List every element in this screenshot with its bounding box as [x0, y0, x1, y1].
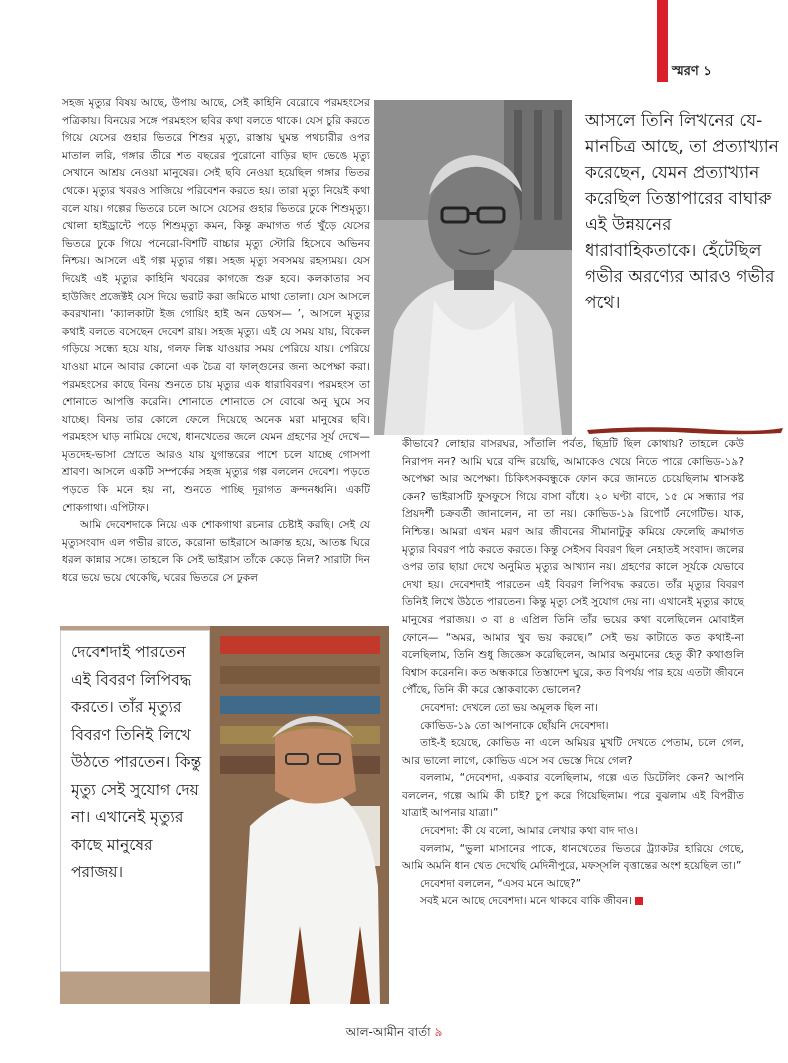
- closing-line: সবই মনে আছে দেবেশদা। মনে থাকবে বাকি জীবন।: [420, 895, 633, 908]
- dialogue-line: দেবেশদা: কী যে বলো, আমার লেখার কথা বাদ দাও।: [420, 825, 639, 838]
- dialogue-line: বললাম, “দেবেশদা, একবার বলেছিলাম, গল্পে এত ডিটেলিং কেন? আপনি বললেন, গল্পে আমি কী চাই? চুপ করে গিয়েছিলাম। পরে বুঝলাম এই বিপরীত যাত্রাই আপনার যাত্রা।”: [402, 772, 744, 820]
- dialogue-line: দেবেশদা বললেন, “এসব মনে আছে?”: [420, 877, 582, 890]
- section-accent-bar: [657, 0, 668, 82]
- page-footer: [0, 1024, 788, 1044]
- pull-quote-bottom: দেবেশদাই পারতেন এই বিবরণ লিপিবদ্ধ করতে। তাঁর মৃত্যুর বিবরণ তিনিই লিখে উঠতে পারতেন। কিন্তু মৃত্যু সেই সুযোগ দেয় না। এখানেই মৃত্যুর কাছে মানুষের পরাজয়।: [60, 630, 210, 972]
- dialogue-line: বললাম, “ভুলা মাসানের পাকে, ধানখেতের ভিতরে ট্র্যাকটর হারিয়ে গেছে, আমি অমনি ধান খেত দেখেছি মেদিনীপুরে, মফস্সলি বৃত্তান্তের অংশ হয়েছিল তা।”: [402, 842, 744, 873]
- section-label: স্মরণ ১: [672, 64, 712, 79]
- brush-stroke-divider: [585, 420, 785, 430]
- publication-name: আল-আমীন বার্তা: [345, 1025, 431, 1039]
- article-left-column: [62, 95, 370, 588]
- page-number: ৯: [434, 1025, 443, 1039]
- dialogue-line: কোভিড-১৯ তো আপনাকে ছোঁয়নি দেবেশদা।: [420, 719, 609, 732]
- paragraph: সহজ মৃত্যুর বিষয় আছে, উপায় আছে, সেই কাহিনি বেরোবে পরমহংসের পত্রিকায়। বিনয়ের সঙ্গে পরমহংস ছবির কথা বলতে থাকে। যেস চুরি করতে গিয়ে যেসের গুহার ভিতরে শিশুর মৃত্যু, রাস্তায় ঘুমন্ত পথচারীর ওপর মাতাল লরি, গঙ্গার তীরে শত বছরের পুরোনো বাড়ির ছাদ ভেঙে মৃত্যু সেখানে আশ্রয় নেওয়া মানুষের। সেই ছবি নেওয়া হয়েছিল গঙ্গার ভিতর থেকে। মৃত্যুর খবরও সাজিয়ে পরিবেশন করতে হয়। তারা মৃত্যু নিয়েই কথা বলে যায়। গল্পের ভিতরে চলে আসে যেসের গুহার ভিতরে ঢুকে শিশুমৃত্যু। খোলা হাইড্রান্টে পড়ে শিশুমৃত্যু কমন, কিন্তু ক্রমাগত গর্ত খুঁড়ে যেসের ভিতরে ঢুকে গিয়ে পনেরো-বিশটি বাচ্চার মৃত্যু স্টোরি হিসেবে অভিনব নিশ্চয়। আসলে এই গল্প মৃত্যুর গল্প। সহজ মৃত্যু সবসময় রহস্যময়। যেস দিয়েই এই মৃত্যুর কাহিনি খবরের কাগজে শুরু হবে। কলকাতার সব হাউজিং প্রজেক্টই যেস দিয়ে ভরাট করা জমিতে মাথা তোলা। যেস আসলে কবরখানা। ‘ক্যালকাটা ইজ গোয়িং হাই অন ডেথস— ’, আসলে মৃত্যুর কথাই বলতে বসেছেন দেবেশ রায়। সহজ মৃত্যু। এই যে সময় যায়, বিকেল গড়িয়ে সন্ধ্যে হয়ে যায়, গলফ লিঙ্ক যাওয়ার সময় পেরিয়ে যায়। পেরিয়ে যাওয়া মানে আবার কোনো এক চৈত্র বা ফাল্গুনের জন্য অপেক্ষা করা। পরমহংসের কাছে বিনয় শুনতে চায় মৃত্যুর এক ধারাবিবরণ। পরমহংস তা শোনাতে আপত্তি করেনি। শোনাতে শোনাতে সে বোঝে অনু ঘুমে সব যাচ্ছে। বিনয় তার কোলে ফেলে দিয়েছে অনেক মরা মানুষের ছবি। পরমহংস ঘাড় নামিয়ে দেখে, ধানখেতের জলে যেমন গ্রহণের সূর্য দেখে— মৃতদেহ-ভাসা স্রোতে আরও যায় যুগান্তরের পাশে চলে যাচ্ছে গোসপা শ্রাবণ। আসলে একটি সম্পর্কের সহজ মৃত্যুর গল্প বললেন দেবেশ। পড়তে পড়তে কি মনে হয় না, শুনতে পাচ্ছি দূরাগত ক্রন্দনধ্বনি। একটি শোকগাথা। এপিটাফ।: [62, 97, 370, 514]
- end-mark-icon: [635, 897, 643, 905]
- paragraph: কীভাবে? লোহার বাসরঘর, সাঁতালি পর্বত, ছিদ্রটি ছিল কোথায়? তাহলে কেউ নিরাপদ নন? আমি ঘরে বন্দি রয়েছি, আমাকেও খেয়ে নিতে পারে কোভিড-১৯? অপেক্ষা আর অপেক্ষা। চিকিৎসকবন্ধুকে ফোন করে জানতে চেয়েছিলাম শ্বাসকষ্ট কেন? ভাইরাসটি ফুসফুসে গিয়ে বাসা বাঁধে। ২০ ঘণ্টা বাদে, ১৫ মে সন্ধ্যার পর প্রিয়দর্শী চক্রবর্তী জানালেন, না তা নয়। কোভিড-১৯ রিপোর্ট নেগেটিভ। যাক, নিশ্চিন্ত। আমরা এখন মরণ আর জীবনের সীমানাটুকু কমিয়ে ফেলেছি ক্রমাগত মৃত্যুর বিবরণ পাঠ করতে করতে। কিন্তু সেইসব বিবরণ ছিল নেহাতই সংবাদ। জলের ওপর তার ছায়া দেখে অনুমিত মৃত্যুর আখ্যান নয়। গ্রহণের কালে সূর্যকে যেভাবে দেখা হয়। দেবেশদাই পারতেন এই বিবরণ লিপিবদ্ধ করতে। তাঁর মৃত্যুর বিবরণ তিনিই লিখে উঠতে পারতেন। কিন্তু মৃত্যু সেই সুযোগ দেয় না। এখানেই মৃত্যুর কাছে মানুষের পরাজয়। ৩ বা ৪ এপ্রিল তিনি তাঁর ভয়ের কথা বলেছিলেন মোবাইল ফোনে— “অমর, আমার খুব ভয় করছে।” সেই ভয় কাটাতে কত কথাই-না বলেছিলাম, তিনি শুধু জিজ্ঞেস করেছিলেন, আমার অনুমানের হেতু কী? কথাগুলি বিশ্বাস করেননি। কত অন্ধকারে তিস্তাদেশ ঘুরে, কত বিপর্যয় পার হয়ে এতটা জীবনে পৌঁছে, তিনি কী করে স্তোকবাক্যে ভোলেন?: [402, 438, 744, 697]
- paragraph: আমি দেবেশদাকে নিয়ে এক শোকগাথা রচনার চেষ্টাই করছি। সেই যে মৃত্যুসংবাদ এল গভীর রাতে, করোনা ভাইরাসে আক্রান্ত হয়ে, আতঙ্ক ঘিরে ধরল কান্নার সঙ্গে। তাহলে কি সেই ভাইরাস তাঁকে কেড়ে নিল? সারাটা দিন ধরে ভয়ে ভয়ে থেকেছি, ঘরের ভিতরে সে ঢুকল: [62, 519, 370, 585]
- pull-quote-top: আসলে তিনি লিখনের যে-মানচিত্র আছে, তা প্রত্যাখ্যান করেছেন, যেমন প্রত্যাখ্যান করেছিল তিস্তাপারের বাঘারু এই উন্নয়নের ধারাবাহিকতাকে। হেঁটেছিল গভীর অরণ্যের আরও গভীর পথে।: [585, 111, 779, 313]
- dialogue-line: দেবেশদা: দেখলে তো ভয় অমূলক ছিল না।: [420, 701, 599, 714]
- dialogue-line: তাই-ই হয়েছে, কোভিড না এলে অমিয়র মুখটি দেখতে পেতাম, চলে গেল, আর ভালো লাগে, কোভিড এসে সব ভেস্তে দিয়ে গেল?: [402, 737, 744, 767]
- author-photo-top: [374, 100, 572, 435]
- article-right-column: [402, 436, 744, 911]
